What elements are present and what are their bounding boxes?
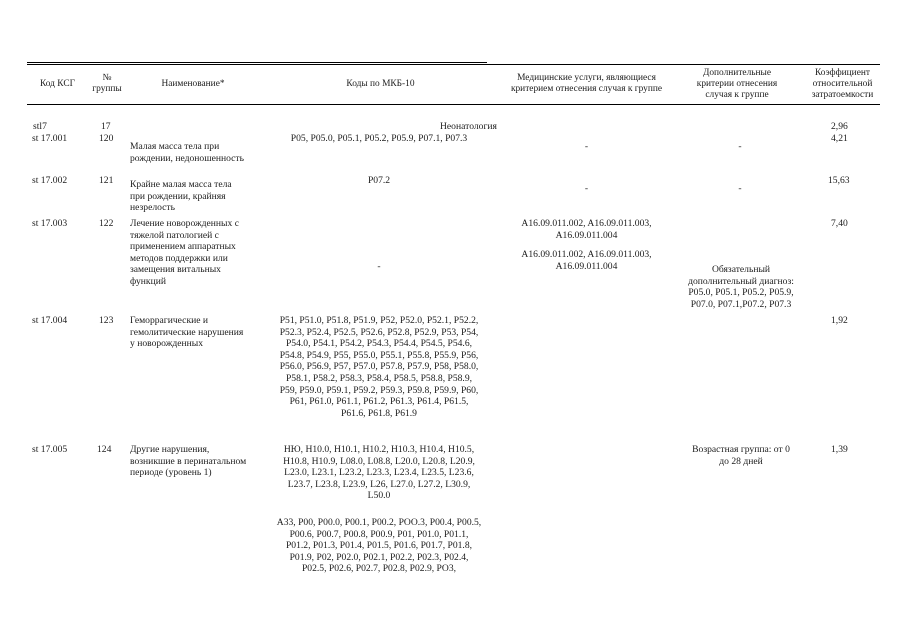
row-group: 124 [97, 444, 112, 455]
top-rule [27, 62, 487, 63]
row-mkb-codes: - [377, 261, 381, 272]
header-coefficient: Коэффициент относительной затратоемкости [811, 68, 874, 100]
row-code: st 17.001 [32, 133, 68, 144]
row-mkb-codes: P07.2 [367, 175, 391, 186]
row-name: Другие нарушения, возникшие в перинатальном периоде (уровень 1) [130, 444, 247, 479]
row-name: Геморрагические и гемолитические нарушения у новорожденных [130, 315, 244, 350]
header-name: Наименование* [161, 79, 225, 89]
row-coefficient: 15,63 [828, 175, 850, 186]
row-code: st 17.004 [32, 315, 68, 326]
row-coefficient: 4,21 [831, 133, 848, 144]
row-name: Крайне малая масса тела при рождении, крайняя незрелость [130, 179, 232, 214]
row-criteria: Возрастная группа: от 0 до 28 дней [692, 444, 790, 467]
row-coefficient: 1,39 [831, 444, 848, 455]
header-services: Медицинские услуги, являющиеся критерием отнесения случая к группе [510, 73, 663, 94]
header-group-number: № группы [92, 73, 122, 94]
header-top-rule [27, 64, 880, 65]
row-services: A16.09.011.002, A16.09.011.003, A16.09.011.004 [521, 218, 652, 241]
row-coefficient: 1,92 [831, 315, 848, 326]
row-group: 123 [99, 315, 114, 326]
row-criteria: Обязательный дополнительный диагноз: P05.0, P05.1, P05.2, P05.9, P07.0, P07.1,P07.2, P07.3 [688, 264, 794, 310]
row-code: st 17.003 [32, 218, 68, 229]
row-mkb-codes: P05, P05.0, P05.1, P05.2, P05.9, P07.1, P07.3 [290, 133, 468, 144]
profile-code: stl7 [33, 121, 47, 132]
row-criteria: - [738, 183, 742, 194]
row-mkb-codes: P51, P51.0, P51.8, P51.9, P52, P52.0, P52.1, P52.2, P52.3, P52.4, P52.5, P52.6, P52.8, P52.9, P53, P54, P54.0, P54.1, P54.2, P54.3, P54.4, P54.5, P54.6, P54.8, P54.9, P55, P55.0, P55.1, P55.8, P55.9, P56, P56.0, P56.9, P57, P57.0, P57.8, P57.9, P58, P58.0, P58.1, P58.2, P58.3, P58.4, P58.5, P58.8, P58.9, P59, P59.0, P59.1, P59.2, P59.3, P59.8, P59.9, P60, P61, P61.0, P61.1, P61.2, P61.3, P61.4, P61.5, P61.6, P61.8, P61.9 [279, 315, 479, 419]
header-mkb-codes: Коды по МКБ-10 [346, 79, 415, 89]
row-name: Малая масса тела при рождении, недоношенность [130, 141, 244, 164]
profile-title: Неонатология [440, 121, 497, 132]
row-name: Лечение новорожденных с тяжелой патологией с применением аппаратных методов поддержки или замещения витальных функций [130, 218, 239, 287]
row-mkb-codes: НЮ, H10.0, H10.1, H10.2, H10.3, H10.4, H10.5, H10.8, H10.9, L08.0, L08.8, L20.0, L20.8, L20.9, L23.0, L23.1, L23.2, L23.3, L23.4, L23.5, L23.6, L23.7, L23.8, L23.9, L26, L27.0, L27.2, L30.9, L50.0 [283, 444, 475, 502]
header-criteria: Дополнительные критерии отнесения случая к группе [696, 68, 778, 100]
row-services: - [584, 183, 589, 194]
header-bottom-rule [27, 104, 880, 105]
profile-number: 17 [101, 121, 111, 132]
header-code: Код КСГ [39, 79, 75, 89]
row-group: 122 [99, 218, 114, 229]
row-mkb-codes-continued: A33, P00, P00.0, P00.1, P00.2, POO.3, P00.4, P00.5, P00.6, P00.7, P00.8, P00.9, P01, P01.0, P01.1, P01.2, P01.3, P01.4, P01.5, P01.6, P01.7, P01.8, P01.9, P02, P02.0, P02.1, P02.2, P02.3, P02.4, P02.5, P02.6, P02.7, P02.8, P02.9, PO3, [276, 517, 482, 575]
row-criteria: - [738, 141, 742, 152]
row-services: - [584, 141, 589, 152]
row-coefficient: 7,40 [831, 218, 848, 229]
profile-coefficient: 2,96 [831, 121, 848, 132]
row-code: st 17.002 [32, 175, 68, 186]
row-code: st 17.005 [32, 444, 68, 455]
row-services-alt: A16.09.011.002, A16.09.011.003, A16.09.011.004 [521, 249, 652, 272]
row-group: 121 [99, 175, 114, 186]
row-group: 120 [99, 133, 114, 144]
